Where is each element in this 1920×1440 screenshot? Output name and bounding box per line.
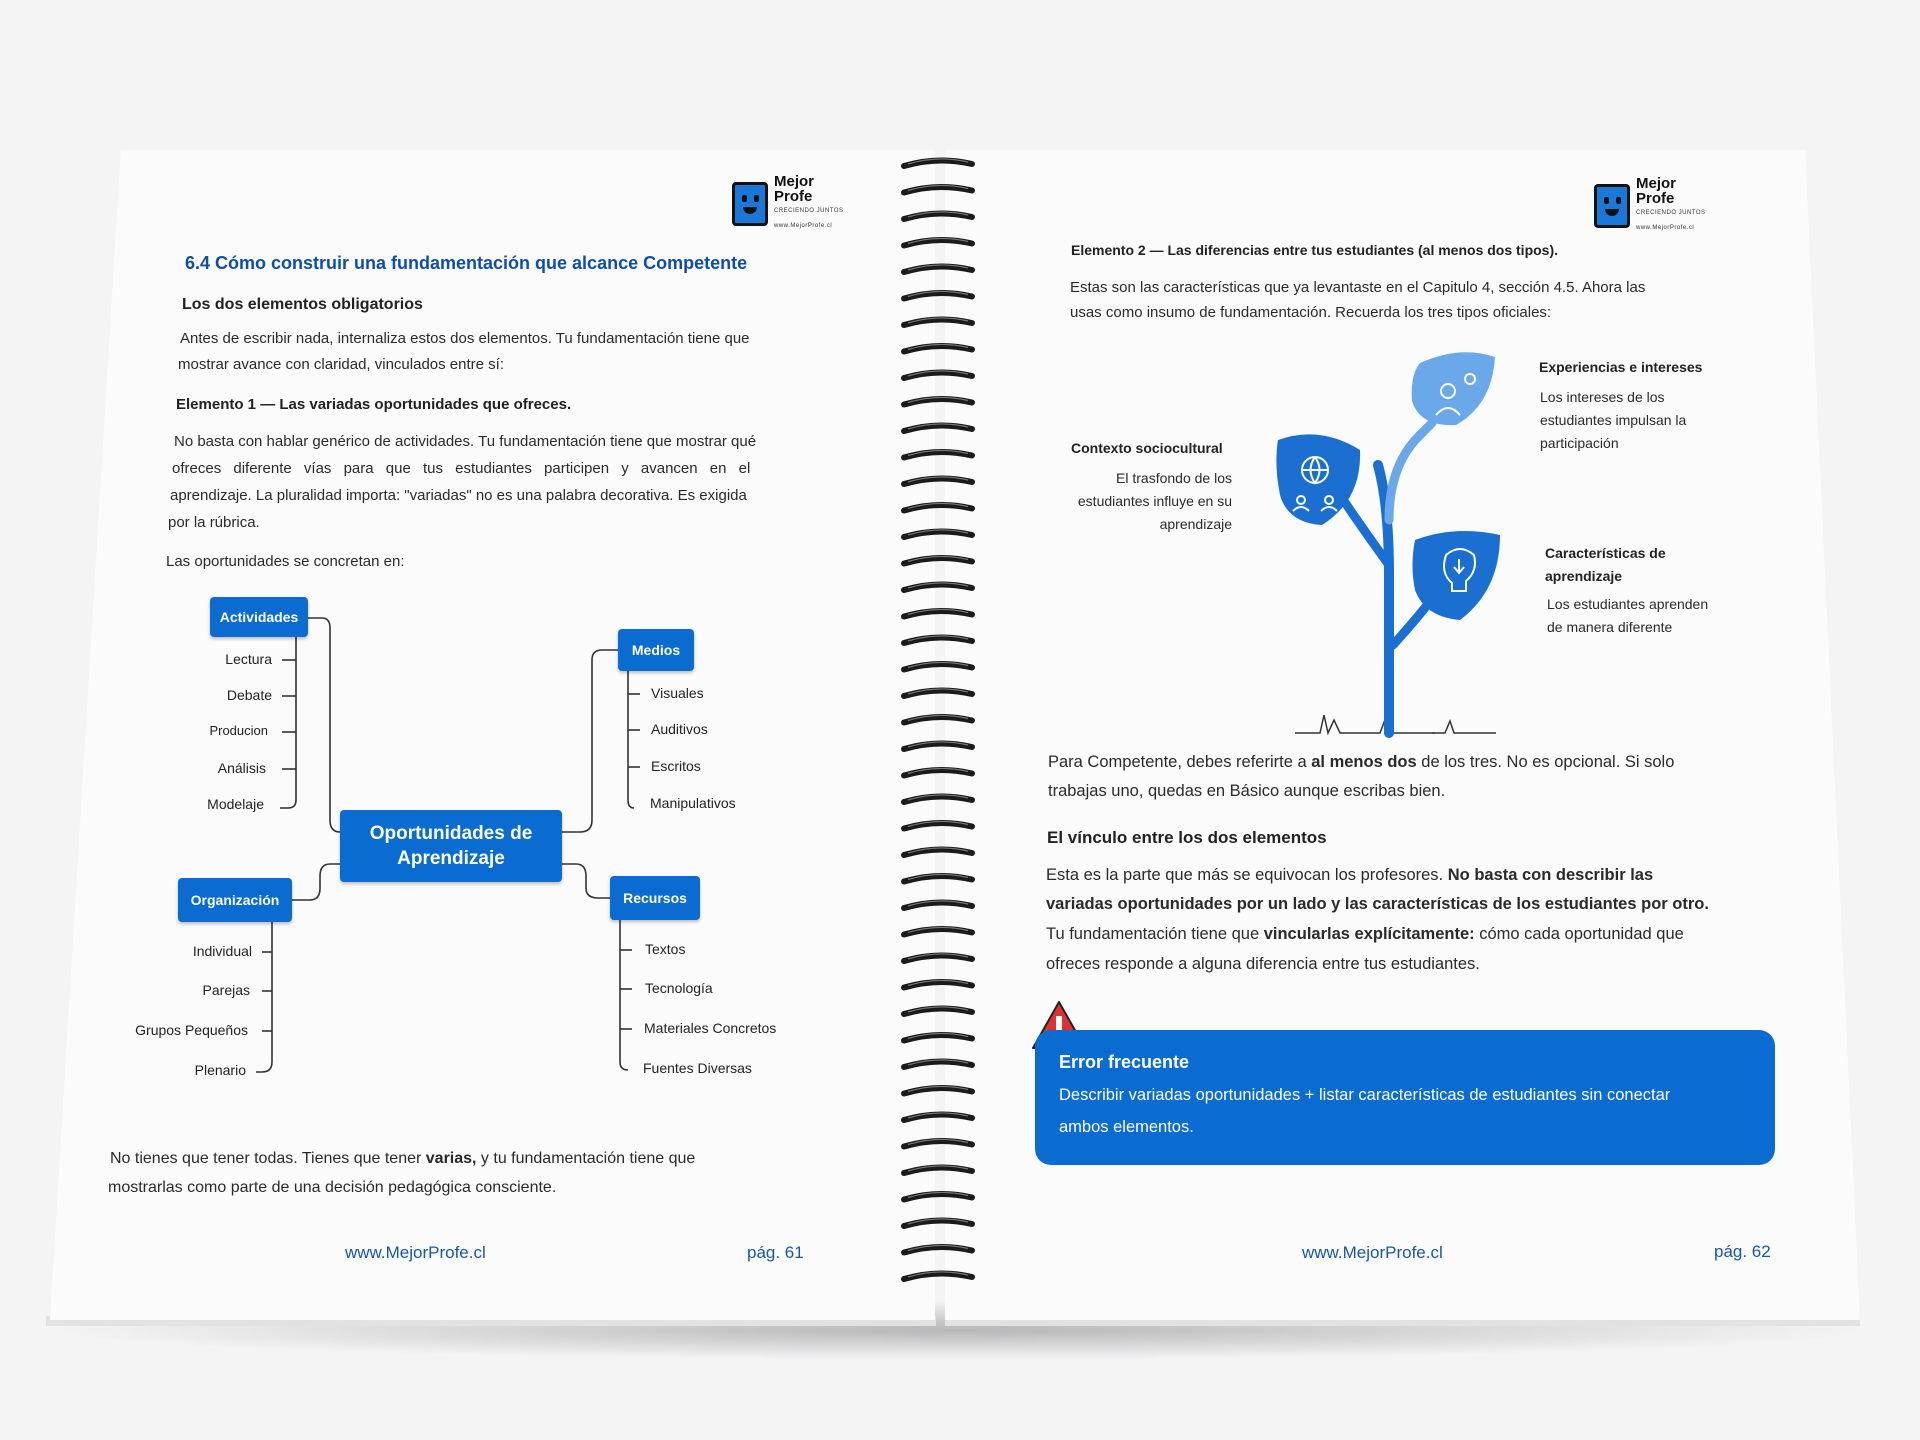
error-line-2: ambos elementos.	[1059, 1118, 1194, 1136]
logo-face-icon	[1594, 184, 1630, 228]
mindmap-leaf: Materiales Concretos	[644, 1020, 777, 1036]
tree-label-car-title	[1545, 542, 1666, 588]
tree-label-ctx-title: Contexto sociocultural	[1071, 440, 1223, 456]
page-number: pág. 61	[747, 1243, 804, 1262]
intro-line-1: Antes de escribir nada, internaliza estos dos elementos. Tu fundamentación tiene que	[180, 330, 750, 347]
footer-url-link[interactable]: www.MejorProfe.cl	[1302, 1243, 1443, 1262]
logo-url: www.MejorProfe.cl	[774, 223, 833, 229]
closing-bold: varias,	[425, 1150, 477, 1167]
closing-text: y tu fundamentación tiene que	[476, 1150, 696, 1167]
page-number: pág. 62	[1714, 1242, 1771, 1261]
mindmap-leaf: Manipulativos	[650, 795, 736, 811]
element1-title: Elemento 1 — Las variadas oportunidades que ofreces.	[176, 396, 572, 413]
mindmap-node-actividades: Actividades	[210, 597, 308, 637]
logo	[1594, 176, 1706, 236]
tree-label-car-desc	[1547, 593, 1708, 639]
mindmap-leaf: Visuales	[651, 685, 704, 701]
logo-line1: Mejor	[774, 173, 815, 190]
tree-desc-line: participación	[1540, 435, 1619, 451]
mindmap-leaf: Lectura	[225, 651, 272, 667]
mindmap-leaf: Fuentes Diversas	[643, 1060, 752, 1076]
tree-desc-line: Los estudiantes aprenden	[1547, 596, 1709, 612]
mindmap-leaf: Análisis	[217, 760, 266, 776]
competente-bold: al menos dos	[1311, 753, 1417, 771]
closing-text: No tienes que tener todas. Tienes que tener	[110, 1150, 426, 1167]
logo-tagline: CRECIENDO JUNTOS	[1636, 210, 1706, 216]
error-line-1: Describir variadas oportunidades + listar características de estudiantes sin conectar	[1059, 1086, 1671, 1104]
tree-desc-line: estudiantes influye en su	[1077, 493, 1232, 509]
vinculo-text: cómo cada oportunidad que	[1474, 925, 1684, 943]
closing-paragraph-line-1	[110, 1145, 695, 1172]
paragraph-line: usas como insumo de fundamentación. Recuerda los tres tipos oficiales:	[1070, 304, 1552, 321]
mindmap-center-node: Oportunidades de Aprendizaje	[340, 810, 562, 882]
vinculo-text: Esta es la parte que más se equivocan los profesores.	[1046, 866, 1448, 884]
spiral-binding	[898, 150, 978, 1310]
competente-text: de los tres. No es opcional. Si solo	[1416, 753, 1675, 771]
vinculo-title: El vínculo entre los dos elementos	[1047, 828, 1327, 847]
mindmap-leaf: Individual	[192, 943, 252, 959]
tree-desc-line: El trasfondo de los	[1116, 470, 1232, 486]
mindmap-node-medios: Medios	[618, 629, 694, 671]
intro-line-2: mostrar avance con claridad, vinculados entre sí:	[178, 356, 504, 373]
tree-label-exp-title: Experiencias e intereses	[1539, 359, 1703, 375]
section-title: 6.4 Cómo construir una fundamentación que alcance Competente	[185, 253, 748, 273]
tree-desc-line: Los intereses de los	[1540, 389, 1665, 405]
vinculo-line-1	[1046, 862, 1653, 889]
competente-line-2: trabajas uno, quedas en Básico aunque escribas bien.	[1048, 782, 1446, 800]
mindmap-leaf: Auditivos	[651, 721, 708, 737]
mindmap-leaf: Parejas	[202, 982, 250, 998]
logo-line2: Profe	[774, 188, 813, 205]
tree-desc-line: estudiantes impulsan la	[1540, 412, 1687, 428]
element2-title: Elemento 2 — Las diferencias entre tus estudiantes (al menos dos tipos).	[1071, 242, 1559, 258]
closing-paragraph-line-2: mostrarlas como parte de una decisión pedagógica consciente.	[108, 1179, 557, 1196]
error-callout	[1035, 1030, 1775, 1165]
competente-line-1	[1048, 749, 1674, 776]
vinculo-line-3	[1046, 921, 1684, 948]
mindmap-leaf: Grupos Pequeños	[135, 1022, 248, 1038]
tree-illustration	[1260, 345, 1520, 745]
tree-label-exp-desc	[1540, 386, 1686, 455]
mindmap-leaf: Escritos	[651, 758, 701, 774]
vinculo-bold: vincularlas explícitamente:	[1263, 925, 1475, 943]
mindmap-leaf: Producion	[209, 723, 268, 738]
mindmap-leaf: Debate	[226, 687, 272, 703]
error-title: Error frecuente	[1059, 1052, 1190, 1072]
concretan-label: Las oportunidades se concretan en:	[166, 553, 405, 570]
mindmap-leaf: Modelaje	[207, 796, 264, 812]
mindmap-node-organizacion: Organización	[178, 878, 292, 922]
vinculo-bold: No basta con describir las	[1447, 866, 1654, 884]
tree-desc-line: aprendizaje	[1159, 516, 1232, 532]
tree-title-line: Características de	[1545, 545, 1666, 561]
competente-text: Para Competente, debes referirte a	[1048, 753, 1312, 771]
paragraph-line: aprendizaje. La pluralidad importa: "variadas" no es una palabra decorativa. Es exigida	[170, 487, 747, 504]
paragraph-line: Estas son las características que ya levantaste en el Capitulo 4, sección 4.5. Ahora las	[1070, 279, 1646, 296]
tree-label-ctx-desc	[1050, 467, 1232, 536]
logo-url: www.MejorProfe.cl	[1636, 225, 1695, 231]
paragraph-line: No basta con hablar genérico de actividades. Tu fundamentación tiene que mostrar qué	[174, 433, 757, 450]
paragraph-line: por la rúbrica.	[168, 514, 260, 531]
paragraph-line: ofreces diferente vías para que tus estudiantes participen y avancen en el	[172, 460, 751, 477]
tree-desc-line: de manera diferente	[1547, 619, 1673, 635]
mindmap-leaf: Textos	[645, 941, 686, 957]
logo-line2: Profe	[1636, 190, 1675, 207]
vinculo-text: Tu fundamentación tiene que	[1046, 925, 1264, 943]
subtitle: Los dos elementos obligatorios	[182, 296, 423, 313]
mindmap-leaf: Tecnología	[645, 980, 713, 996]
logo-line1: Mejor	[1636, 175, 1677, 192]
vinculo-line-4: ofreces responde a alguna diferencia entre tus estudiantes.	[1046, 955, 1480, 973]
vinculo-line-2: variadas oportunidades por un lado y las características de los estudiantes por otro.	[1046, 895, 1709, 913]
logo-tagline: CRECIENDO JUNTOS	[774, 208, 844, 214]
mindmap-leaf: Plenario	[194, 1062, 246, 1078]
tree-title-line: aprendizaje	[1545, 568, 1623, 584]
mindmap-node-recursos: Recursos	[610, 876, 700, 920]
footer-url-link[interactable]: www.MejorProfe.cl	[345, 1243, 486, 1262]
